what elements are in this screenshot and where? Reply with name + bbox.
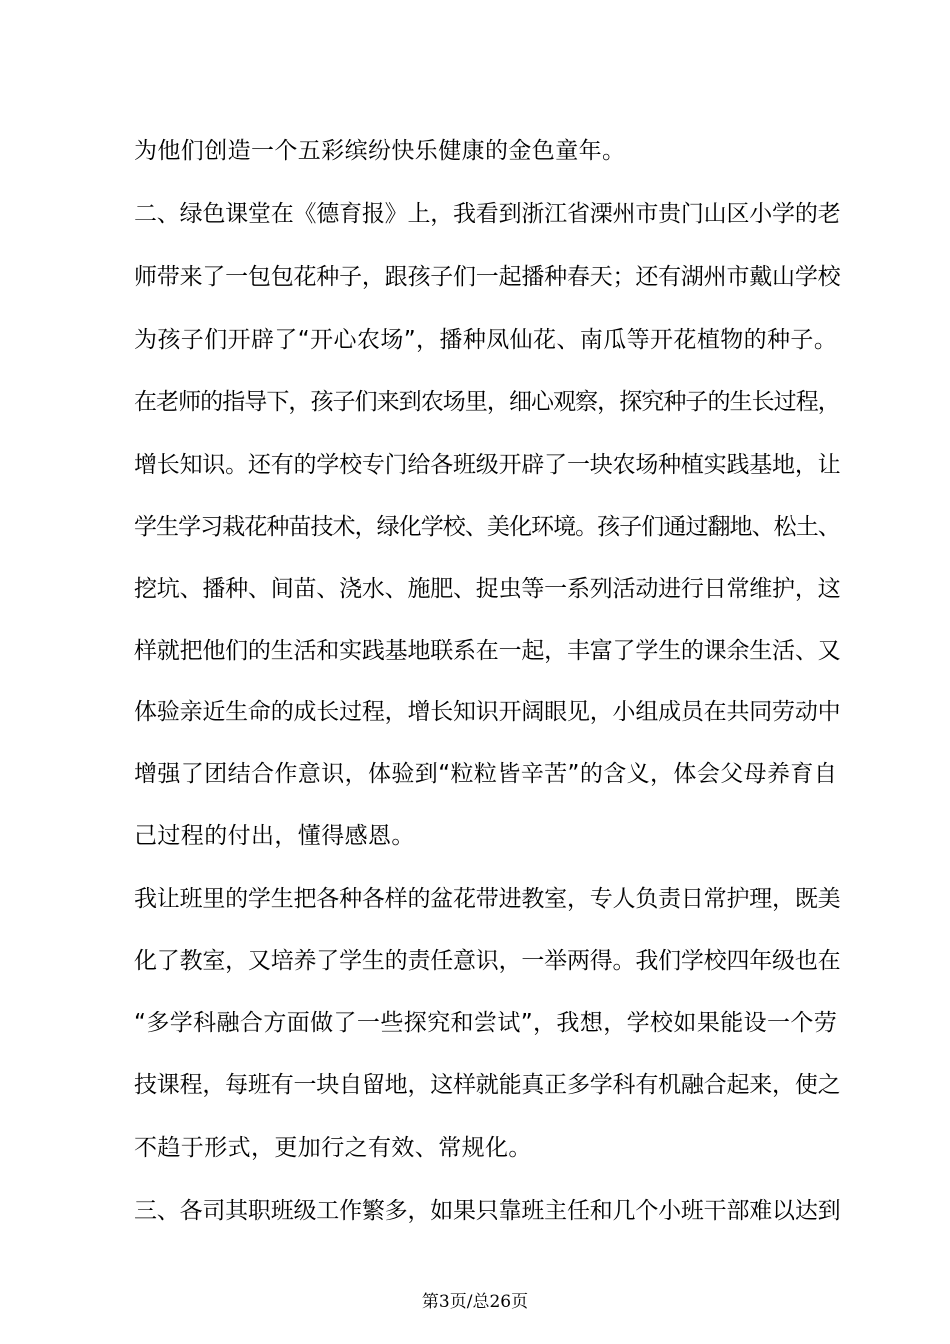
page-number: 第3页/总26页 xyxy=(421,1292,529,1312)
text-line: 增长知识。还有的学校专门给各班级开辟了一块农场种植实践基地，让 xyxy=(134,452,841,478)
text-line: 师带来了一包包花种子，跟孩子们一起播种春天；还有湖州市戴山学校 xyxy=(134,264,841,290)
text-line: 化了教室，又培养了学生的责任意识，一举两得。我们学校四年级也在 xyxy=(134,948,841,974)
text-line: 二、绿色课堂在《德育报》上，我看到浙江省溧州市贵门山区小学的老 xyxy=(134,201,841,227)
text-line: 在老师的指导下，孩子们来到农场里，细心观察，探究种子的生长过程， xyxy=(134,389,840,415)
text-line: 己过程的付出，懂得感恩。 xyxy=(134,823,415,849)
text-line: 为孩子们开辟了“开心农场”，播种凤仙花、南瓜等开花植物的种子。 xyxy=(134,327,838,353)
text-line: 我让班里的学生把各种各样的盆花带进教室，专人负责日常护理，既美 xyxy=(134,886,841,912)
text-line: 技课程，每班有一块自留地，这样就能真正多学科有机融合起来，使之 xyxy=(134,1072,841,1098)
text-line: 挖坑、播种、间苗、浇水、施肥、捉虫等一系列活动进行日常维护，这 xyxy=(134,576,841,602)
text-line: 体验亲近生命的成长过程，增长知识开阔眼见，小组成员在共同劳动中 xyxy=(134,699,841,725)
text-line: 学生学习栽花种苗技术，绿化学校、美化环境。孩子们通过翻地、松土、 xyxy=(134,514,840,540)
text-line: “多学科融合方面做了一些探究和尝试”，我想，学校如果能设一个劳 xyxy=(134,1010,838,1036)
text-line: 三、各司其职班级工作繁多，如果只靠班主任和几个小班干部难以达到 xyxy=(134,1198,841,1224)
text-line: 样就把他们的生活和实践基地联系在一起，丰富了学生的课余生活、又 xyxy=(134,638,841,664)
text-line: 不趋于形式，更加行之有效、常规化。 xyxy=(134,1135,532,1161)
text-line: 为他们创造一个五彩缤纷快乐健康的金色童年。 xyxy=(134,138,626,164)
text-line: 增强了团结合作意识，体验到“粒粒皆辛苦”的含义，体会父母养育自 xyxy=(134,761,838,787)
